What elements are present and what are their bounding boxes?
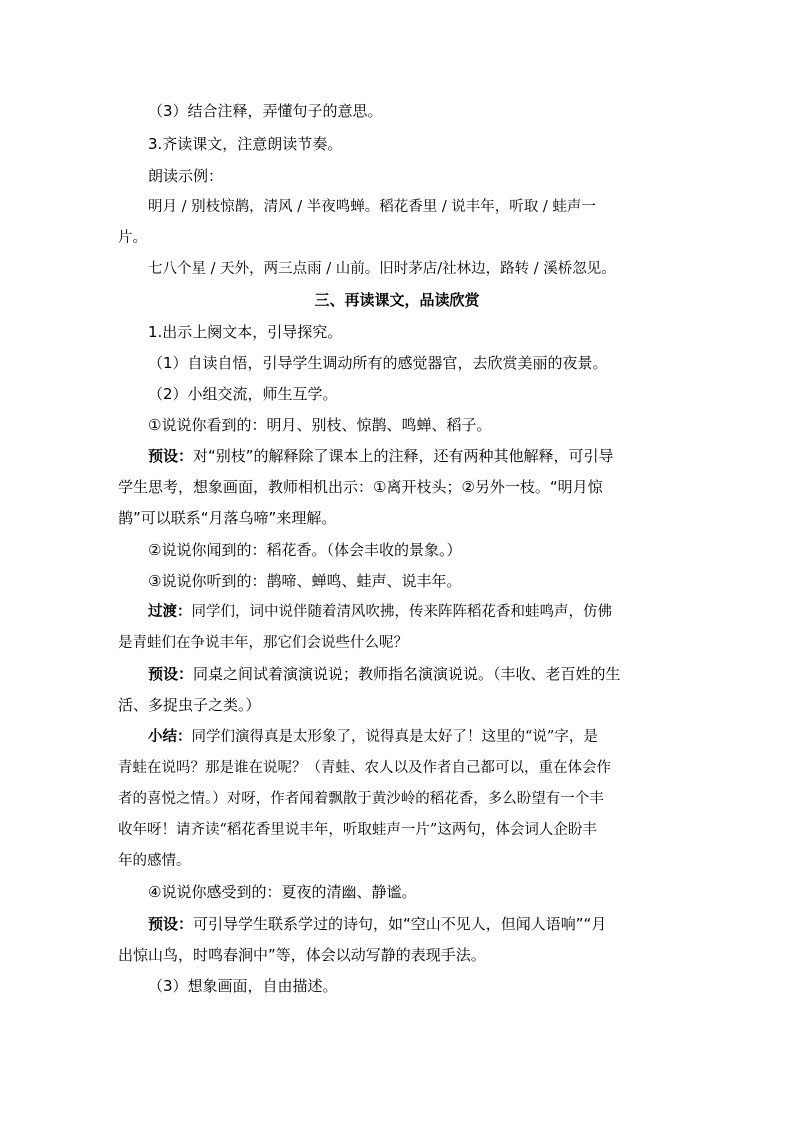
summary-label: 小结：	[148, 728, 192, 745]
text-line: （3）结合注释，弄懂句子的意思。	[148, 102, 383, 120]
reading-example-line: 明月 / 别枝惊鹊，清风 / 半夜鸣蝉。稻花香里 / 说丰年，听取 / 蛙声一	[148, 199, 596, 215]
preset-label: 预设：	[148, 447, 194, 465]
preset-label: 预设：	[148, 915, 194, 933]
preset-text: 对“别枝”的解释除了课本上的注释，还有两种其他解释，可引导	[193, 447, 614, 465]
preset-label: 预设：	[148, 665, 194, 683]
transition-paragraph-line	[148, 602, 612, 622]
text-line: 收年呀！请齐读“稻花香里说丰年，听取蛙声一片”这两句，体会词人企盼丰	[118, 822, 597, 838]
text-line: 1.出示上阕文本，引导探究。	[148, 323, 343, 341]
summary-text: 同学们演得真是太形象了，说得真是太好了！这里的“说”字，是	[191, 729, 598, 745]
summary-paragraph-line	[148, 727, 598, 747]
text-line: 青蛙在说吗？那是谁在说呢？（青蛙、农人以及作者自己都可以，重在体会作	[118, 760, 611, 776]
transition-label: 过渡：	[148, 603, 192, 620]
section-heading: 三、再读课文，品读欣赏	[314, 291, 480, 309]
text-line: ①说说你看到的：明月、别枝、惊鹊、鸣蝉、稻子。	[148, 416, 492, 434]
text-line: 鹊”可以联系“月落乌啼”来理解。	[118, 509, 337, 527]
text-line: 年的感情。	[118, 853, 191, 869]
text-line: （2）小组交流，师生互学。	[148, 385, 338, 403]
text-line: 3.齐读课文，注意朗读节奏。	[148, 135, 343, 153]
text-line: ④说说你感受到的：夏夜的清幽、静谧。	[148, 883, 417, 901]
preset-text: 可引导学生联系学过的诗句，如“空山不见人，但闻人语响”“月	[193, 915, 607, 933]
transition-text: 同学们，词中说伴随着清风吹拂，传来阵阵稻花香和蛙鸣声，仿佛	[191, 604, 612, 620]
text-line: 是青蛙们在争说丰年，那它们会说些什么呢？	[118, 635, 408, 651]
text-line: 朗读示例：	[148, 167, 224, 185]
text-line: 活、多捉虫子之类。）	[118, 696, 261, 714]
text-line: （1）自读自悟，引导学生调动所有的感觉器官，去欣赏美丽的夜景。	[148, 354, 608, 372]
text-line: ③说说你听到的：鹊啼、蝉鸣、蛙声、说丰年。	[148, 572, 462, 590]
reading-example-line: 片。	[118, 230, 147, 246]
text-line: ②说说你闻到的：稻花香。（体会丰收的景象。）	[148, 541, 462, 559]
preset-text: 同桌之间试着演演说说；教师指名演演说说。（丰收、老百姓的生	[193, 665, 621, 683]
text-line: 出惊山鸟，时鸣春涧中”等，体会以动写静的表现手法。	[118, 946, 486, 964]
preset-paragraph-line	[148, 446, 614, 466]
preset-paragraph-line	[148, 914, 606, 934]
text-line: 学生思考，想象画面，教师相机出示：①离开枝头；②另外一枝。“明月惊	[118, 478, 603, 496]
text-line: 者的喜悦之情。）对呀，作者闻着飘散于黄沙岭的稻花香，多么盼望有一个丰	[118, 791, 604, 807]
text-line: （3）想象画面，自由描述。	[148, 977, 338, 995]
preset-paragraph-line	[148, 664, 621, 684]
reading-example-line: 七八个星 / 天外，两三点雨 / 山前。旧时茅店/社林边，路转 / 溪桥忽见。	[148, 261, 616, 277]
